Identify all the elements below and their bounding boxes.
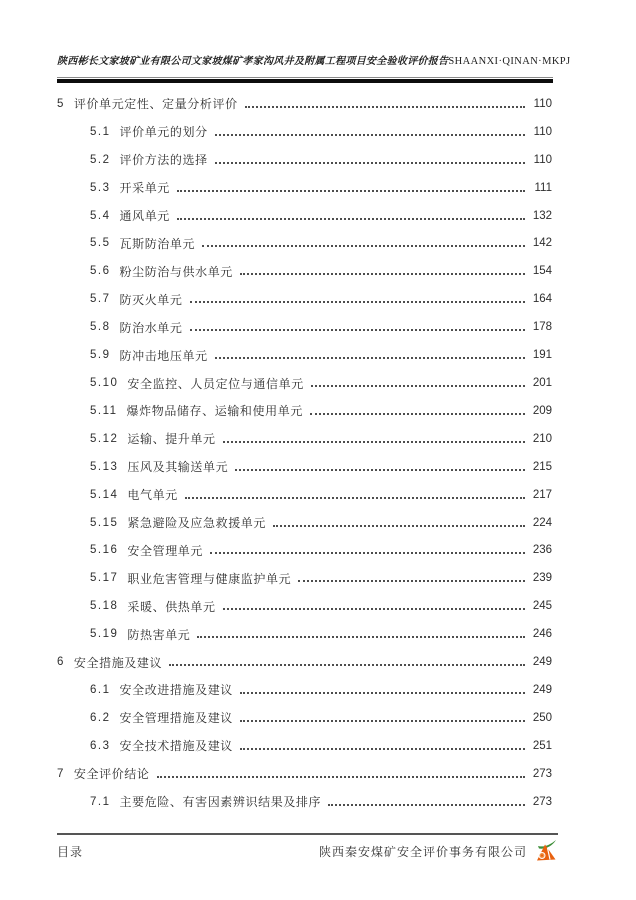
toc-entry-number: 5.15	[90, 516, 119, 529]
toc-entry-page: 110	[533, 97, 552, 110]
toc-entry-page: 249	[532, 656, 552, 669]
toc-entry-number: 5.18	[90, 600, 119, 613]
toc-entry-number: 5.16	[90, 544, 119, 557]
toc-entry-number: 5.17	[90, 572, 119, 585]
toc-entry-page: 251	[532, 739, 552, 752]
dot-leader	[240, 273, 525, 275]
toc-entry-title: 安全管理单元	[127, 543, 203, 558]
toc-entry[interactable]	[57, 592, 552, 620]
dot-leader	[169, 664, 525, 666]
dot-leader	[328, 804, 525, 806]
footer-company-block	[319, 839, 558, 863]
toc-entry-title: 电气单元	[127, 488, 178, 503]
toc-entry-page: 142	[532, 237, 552, 250]
toc-entry[interactable]	[57, 174, 552, 202]
company-logo-icon	[534, 839, 558, 863]
toc-entry-page: 191	[532, 349, 552, 362]
toc-entry-number: 5.13	[90, 460, 119, 473]
toc-entry-title: 开采单元	[119, 181, 170, 196]
toc-entry[interactable]	[57, 146, 552, 174]
toc-entry-number: 5.12	[90, 432, 119, 445]
toc-entry-number: 5.3	[90, 181, 111, 194]
toc-entry[interactable]	[57, 313, 552, 341]
toc-entry-title: 安全技术措施及建议	[119, 739, 233, 754]
report-title-en: SHAANXI·QINAN·MKPJ	[448, 56, 571, 67]
dot-leader	[215, 357, 525, 359]
dot-leader	[177, 190, 525, 192]
toc-entry[interactable]	[57, 257, 552, 285]
toc-entry-page: 273	[532, 767, 552, 780]
dot-leader	[310, 413, 525, 415]
toc-entry[interactable]	[57, 732, 552, 760]
toc-entry-number: 5.9	[90, 349, 111, 362]
toc-entry-number: 5.10	[90, 377, 119, 390]
toc-entry-page: 178	[532, 321, 552, 334]
toc-entry-title: 运输、提升单元	[127, 432, 216, 447]
dot-leader	[273, 525, 525, 527]
toc-entry[interactable]	[57, 369, 552, 397]
dot-leader	[215, 162, 525, 164]
toc-entry[interactable]	[57, 704, 552, 732]
dot-leader	[223, 441, 525, 443]
toc-entry-number: 6.3	[90, 739, 111, 752]
dot-leader	[190, 329, 525, 331]
toc-entry-page: 132	[532, 209, 552, 222]
toc-entry-number: 5	[57, 97, 65, 110]
toc-entry[interactable]	[57, 90, 552, 118]
page-header	[57, 52, 571, 67]
toc-entry-page: 110	[533, 153, 552, 166]
toc-entry-number: 5.5	[90, 237, 111, 250]
toc-entry-page: 239	[532, 572, 552, 585]
footer-rule	[57, 833, 558, 835]
toc-entry-number: 5.11	[90, 404, 118, 417]
toc-entry[interactable]	[57, 760, 552, 788]
toc-entry-number: 5.19	[90, 628, 119, 641]
toc-entry[interactable]	[57, 509, 552, 537]
footer-company-name: 陕西秦安煤矿安全评价事务有限公司	[318, 844, 527, 859]
toc-entry-number: 5.2	[90, 153, 111, 166]
toc-entry[interactable]	[57, 564, 552, 592]
toc-entry-title: 防热害单元	[127, 627, 191, 642]
toc-entry-title: 安全监控、人员定位与通信单元	[127, 376, 304, 391]
dot-leader	[235, 469, 525, 471]
toc-entry-page: 110	[533, 125, 552, 138]
toc-entry-number: 6	[57, 656, 65, 669]
toc-entry-title: 瓦斯防治单元	[119, 236, 196, 251]
table-of-contents	[57, 90, 552, 816]
dot-leader	[197, 636, 525, 638]
toc-entry-page: 209	[532, 404, 552, 417]
toc-entry-title: 安全改进措施及建议	[119, 683, 233, 698]
toc-entry-title: 主要危险、有害因素辨识结果及排序	[119, 795, 322, 810]
toc-entry-title: 防治水单元	[119, 320, 183, 335]
toc-entry-number: 7.1	[90, 795, 111, 808]
toc-entry-number: 5.14	[90, 488, 119, 501]
toc-entry-number: 5.4	[90, 209, 111, 222]
toc-entry-number: 5.7	[90, 293, 111, 306]
toc-entry-title: 通风单元	[119, 209, 170, 224]
toc-entry-page: 245	[532, 600, 552, 613]
page-footer	[57, 839, 558, 863]
toc-entry[interactable]	[57, 537, 552, 565]
toc-entry-title: 评价单元定性、定量分析评价	[73, 97, 238, 112]
dot-leader	[223, 608, 525, 610]
toc-entry[interactable]	[57, 788, 552, 816]
footer-section-label: 目录	[57, 844, 84, 859]
toc-entry-number: 7	[57, 767, 65, 780]
dot-leader	[185, 497, 525, 499]
toc-entry-title: 安全管理措施及建议	[119, 711, 233, 726]
dot-leader	[240, 692, 525, 694]
toc-entry-number: 6.2	[90, 711, 111, 724]
toc-entry-title: 紧急避险及应急救援单元	[127, 516, 266, 531]
toc-entry-page: 210	[532, 432, 552, 445]
toc-entry-page: 164	[532, 293, 552, 306]
toc-entry-title: 安全措施及建议	[73, 655, 163, 670]
toc-entry-page: 250	[532, 711, 552, 724]
toc-entry-page: 215	[532, 460, 552, 473]
toc-entry-page: 217	[532, 488, 552, 501]
toc-entry[interactable]	[57, 481, 552, 509]
toc-entry-page: 249	[532, 683, 552, 696]
toc-entry[interactable]	[57, 202, 552, 230]
dot-leader	[311, 385, 525, 387]
toc-entry[interactable]	[57, 285, 552, 313]
dot-leader	[190, 301, 525, 303]
toc-entry[interactable]	[57, 118, 552, 146]
toc-entry-title: 防冲击地压单元	[119, 348, 208, 363]
toc-entry[interactable]	[57, 230, 552, 258]
toc-entry-page: 273	[532, 795, 552, 808]
toc-entry-number: 6.1	[90, 683, 111, 696]
toc-entry-page: 224	[532, 516, 552, 529]
toc-entry-page: 236	[532, 544, 552, 557]
dot-leader	[210, 552, 525, 554]
toc-entry[interactable]	[57, 648, 552, 676]
toc-entry-title: 压风及其输送单元	[127, 460, 229, 475]
toc-entry-title: 防灭火单元	[119, 292, 183, 307]
dot-leader	[177, 218, 525, 220]
toc-entry-title: 爆炸物品储存、运输和使用单元	[126, 404, 303, 419]
dot-leader	[157, 776, 525, 778]
dot-leader	[240, 748, 525, 750]
toc-entry-page: 201	[532, 377, 552, 390]
dot-leader	[240, 720, 525, 722]
toc-entry-page: 154	[532, 265, 552, 278]
report-title: 陕西彬长文家坡矿业有限公司文家坡煤矿孝家沟风井及附属工程项目安全验收评价报告	[57, 56, 449, 67]
toc-entry-title: 安全评价结论	[73, 767, 150, 782]
toc-entry-page: 246	[532, 628, 552, 641]
toc-entry-number: 5.1	[90, 125, 111, 138]
toc-entry[interactable]	[57, 397, 552, 425]
toc-entry-title: 采暖、供热单元	[127, 599, 216, 614]
toc-entry[interactable]	[57, 676, 552, 704]
toc-entry[interactable]	[57, 620, 552, 648]
toc-entry[interactable]	[57, 425, 552, 453]
toc-entry-page: 111	[534, 181, 552, 194]
header-rule	[57, 77, 553, 83]
toc-entry-title: 评价方法的选择	[119, 153, 208, 168]
toc-entry[interactable]	[57, 453, 552, 481]
dot-leader	[202, 245, 525, 247]
toc-entry-title: 职业危害管理与健康监护单元	[127, 571, 292, 586]
toc-entry[interactable]	[57, 341, 552, 369]
dot-leader	[298, 580, 525, 582]
toc-entry-title: 粉尘防治与供水单元	[119, 264, 233, 279]
toc-entry-number: 5.6	[90, 265, 111, 278]
dot-leader	[215, 134, 525, 136]
toc-entry-title: 评价单元的划分	[119, 125, 208, 140]
toc-entry-number: 5.8	[90, 321, 111, 334]
dot-leader	[245, 106, 525, 108]
